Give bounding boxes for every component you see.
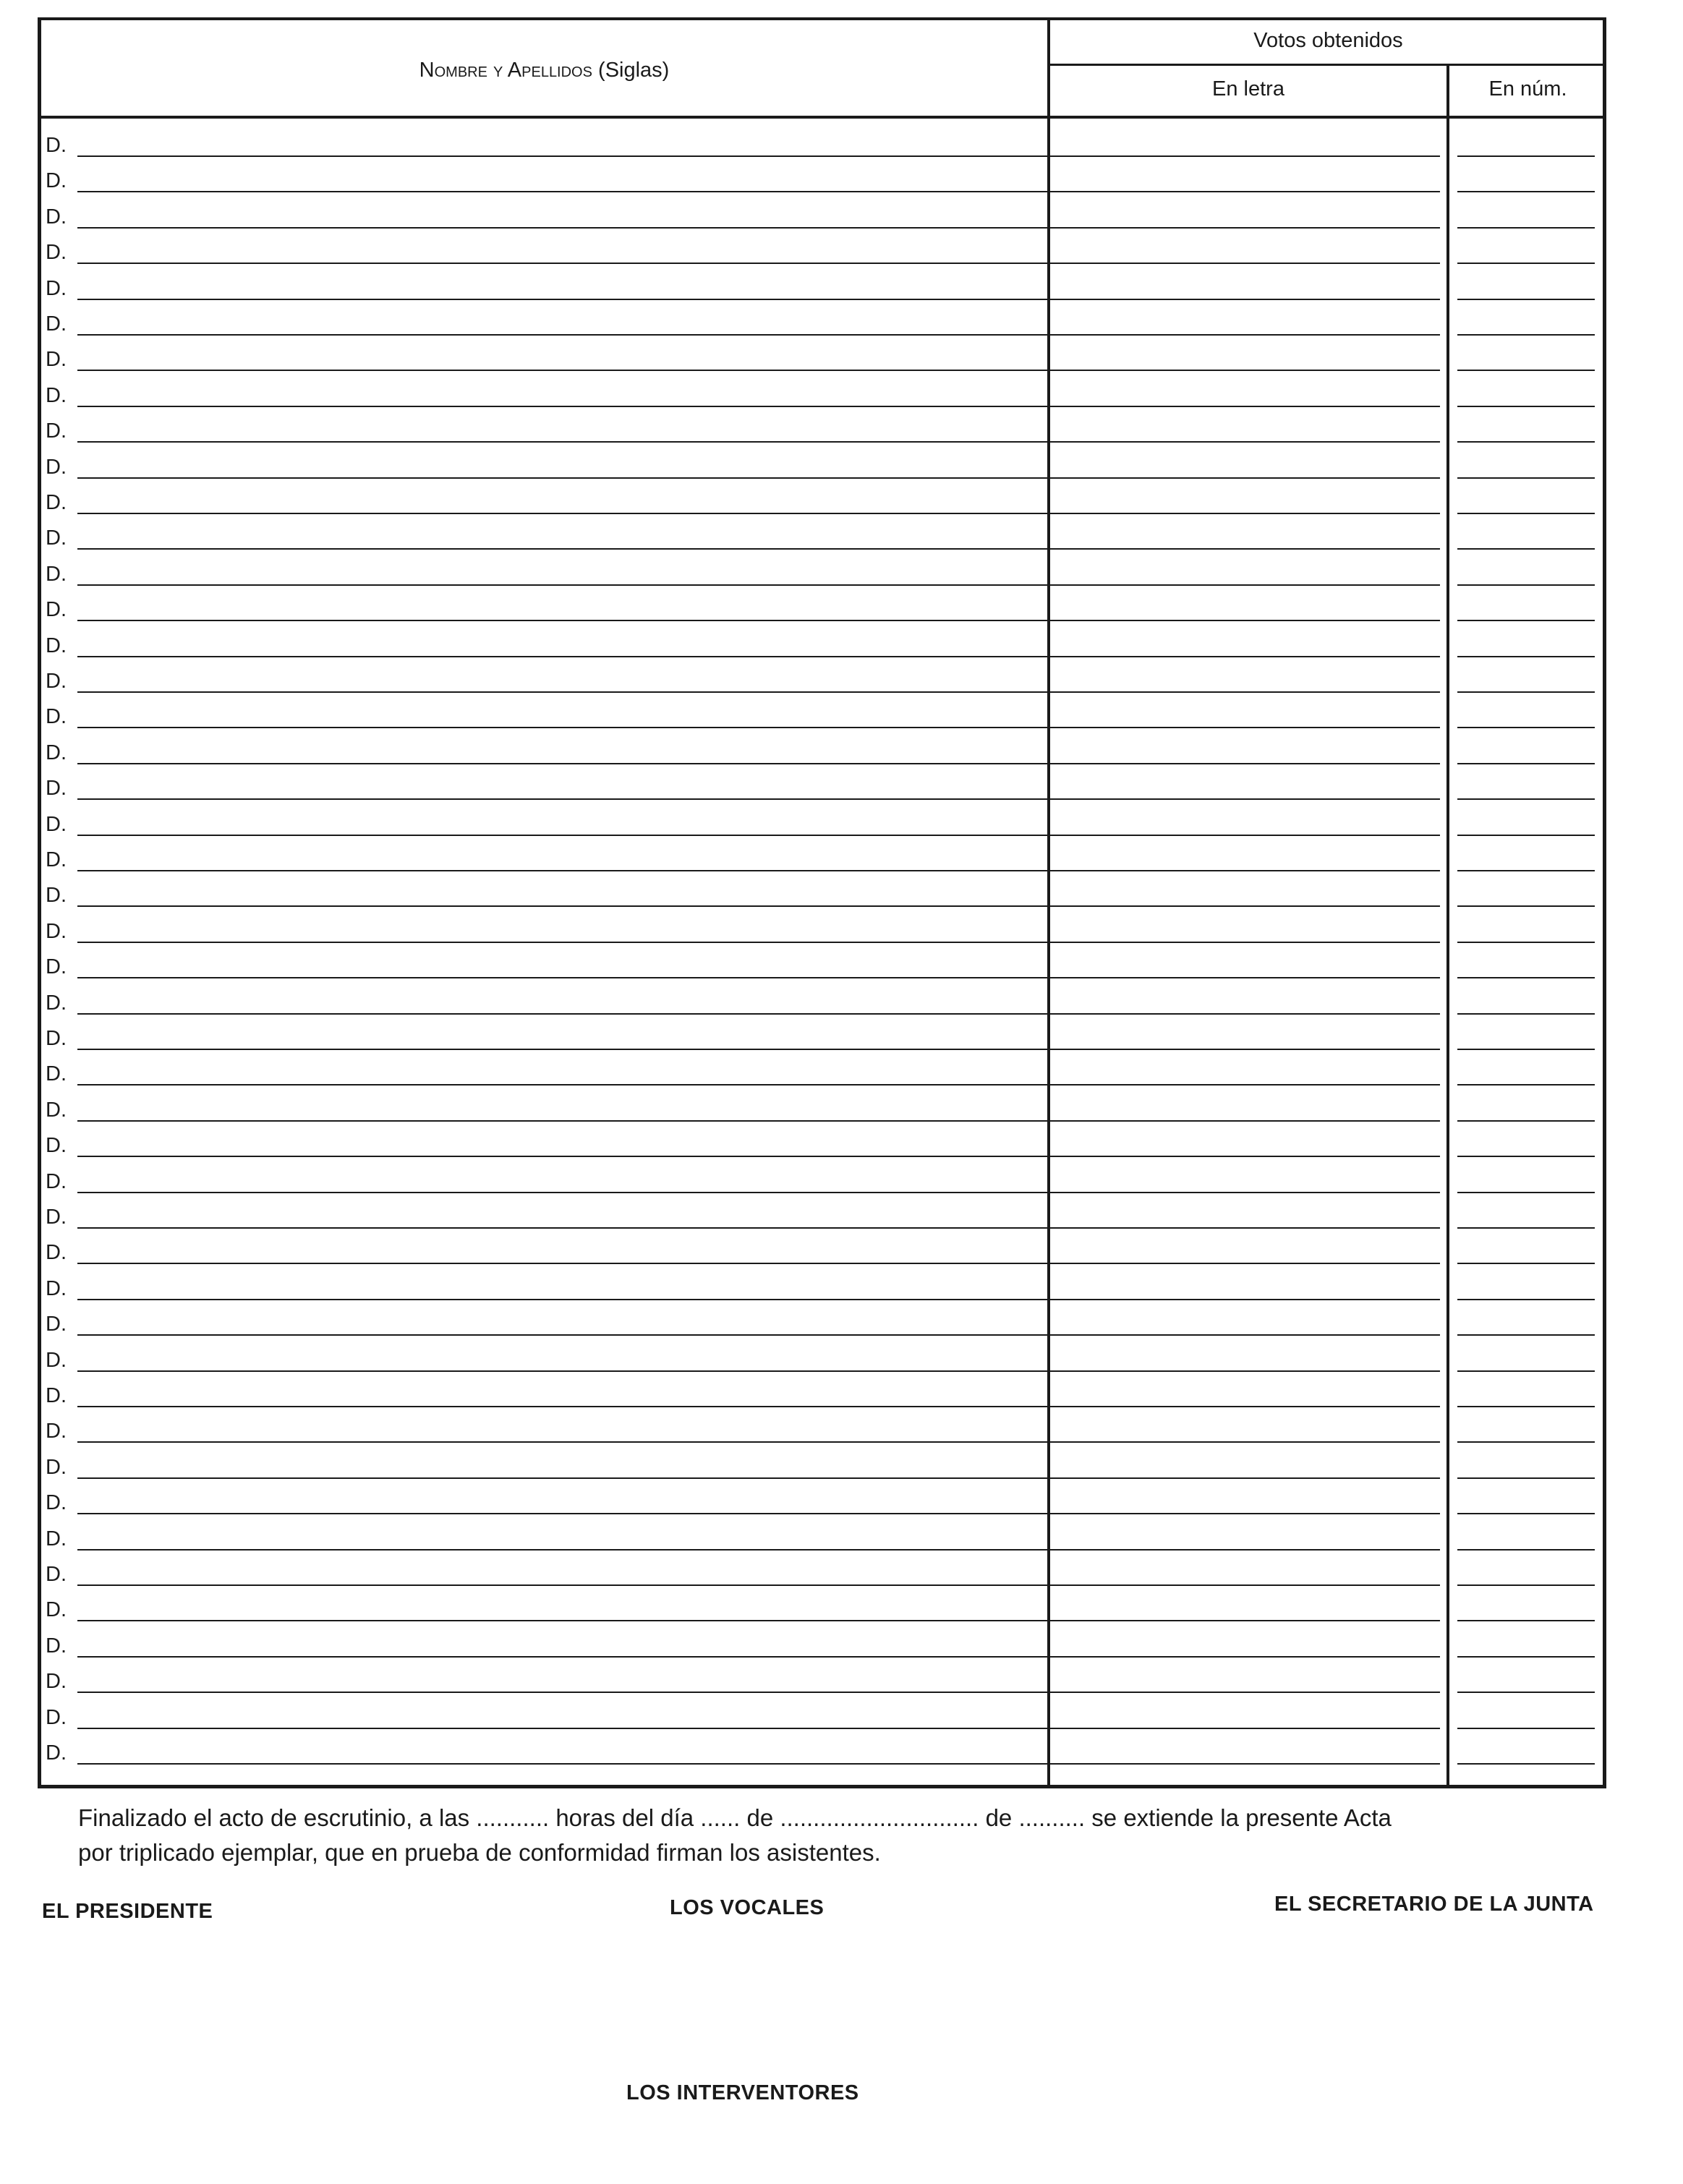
votes-in-letters-field	[1057, 1049, 1440, 1050]
row-prefix-label: D.	[46, 598, 67, 622]
votes-in-letters-field	[1057, 1692, 1440, 1693]
candidate-row	[41, 952, 1603, 987]
candidate-row	[41, 1202, 1603, 1237]
row-prefix-label: D.	[46, 919, 67, 943]
votes-in-letters-field	[1057, 1370, 1440, 1372]
votes-in-number-field	[1457, 835, 1595, 836]
votes-in-letters-field	[1057, 441, 1440, 443]
votes-in-letters-field	[1057, 1334, 1440, 1336]
votes-in-letters-field	[1057, 513, 1440, 514]
candidate-row	[41, 701, 1603, 737]
candidate-row	[41, 988, 1603, 1023]
votes-in-number-field	[1457, 977, 1595, 978]
candidate-row	[41, 559, 1603, 594]
row-prefix-label: D.	[46, 1027, 67, 1050]
auditors-signature-label: LOS INTERVENTORES	[626, 2081, 859, 2104]
candidate-row	[41, 1023, 1603, 1059]
votes-in-number-field	[1457, 334, 1595, 336]
row-prefix-label: D.	[46, 777, 67, 801]
votes-in-number-field	[1457, 513, 1595, 514]
candidate-name-field	[77, 1013, 1078, 1015]
votes-in-letters-field	[1057, 477, 1440, 479]
votes-in-letters-field	[1057, 977, 1440, 978]
votes-in-letters-field	[1057, 584, 1440, 586]
candidate-row	[41, 273, 1603, 309]
votes-in-number-field	[1457, 1406, 1595, 1407]
candidate-row	[41, 1595, 1603, 1630]
row-prefix-label: D.	[46, 455, 67, 479]
row-prefix-label: D.	[46, 1420, 67, 1443]
votes-in-number-field	[1457, 1728, 1595, 1729]
candidate-name-field	[77, 1299, 1078, 1300]
votes-in-letters-field	[1057, 1192, 1440, 1193]
candidate-name-field	[77, 905, 1078, 907]
votes-in-letters-field	[1057, 798, 1440, 800]
row-prefix-label: D.	[46, 134, 67, 157]
row-prefix-label: D.	[46, 1670, 67, 1694]
candidate-row	[41, 1345, 1603, 1381]
candidate-row	[41, 1274, 1603, 1309]
row-prefix-label: D.	[46, 1634, 67, 1658]
votes-in-number-field	[1457, 942, 1595, 943]
candidate-name-field	[77, 513, 1078, 514]
candidate-name-field	[77, 1049, 1078, 1050]
votes-in-number-field	[1457, 370, 1595, 371]
votes-in-number-field	[1457, 263, 1595, 264]
candidate-name-field	[77, 1192, 1078, 1193]
votes-in-number-field	[1457, 1227, 1595, 1229]
candidate-name-field	[77, 1692, 1078, 1693]
row-prefix-label: D.	[46, 812, 67, 836]
candidate-name-field	[77, 1120, 1078, 1122]
row-prefix-label: D.	[46, 1169, 67, 1193]
votes-in-number-field	[1457, 441, 1595, 443]
votes-in-number-field	[1457, 191, 1595, 192]
closing-statement	[78, 1801, 1611, 1870]
candidate-name-field	[77, 334, 1078, 336]
row-prefix-label: D.	[46, 526, 67, 550]
votes-in-letters-field	[1057, 191, 1440, 192]
votes-in-number-field	[1457, 1013, 1595, 1015]
candidate-name-field	[77, 1584, 1078, 1586]
candidate-name-field	[77, 299, 1078, 300]
row-prefix-label: D.	[46, 1563, 67, 1586]
votes-in-number-field	[1457, 1477, 1595, 1479]
votes-in-number-field	[1457, 1549, 1595, 1550]
votes-in-letters-field	[1057, 1656, 1440, 1658]
row-prefix-label: D.	[46, 670, 67, 693]
candidate-row	[41, 1130, 1603, 1166]
candidate-row	[41, 773, 1603, 809]
candidate-row	[41, 631, 1603, 666]
candidate-name-field	[77, 406, 1078, 407]
candidate-row	[41, 845, 1603, 880]
candidate-name-field	[77, 763, 1078, 764]
votes-in-number-field	[1457, 1584, 1595, 1586]
votes-in-number-field	[1457, 1441, 1595, 1443]
candidate-row	[41, 1666, 1603, 1702]
row-prefix-label: D.	[46, 1134, 67, 1158]
votes-in-letters-field	[1057, 727, 1440, 728]
candidate-row	[41, 523, 1603, 558]
name-column-suffix: (Siglas)	[598, 59, 670, 82]
candidate-name-field	[77, 1406, 1078, 1407]
row-prefix-label: D.	[46, 419, 67, 443]
row-prefix-label: D.	[46, 383, 67, 407]
candidate-name-field	[77, 727, 1078, 728]
votes-in-letters-field	[1057, 1441, 1440, 1443]
votes-in-letters-field	[1057, 406, 1440, 407]
row-prefix-label: D.	[46, 276, 67, 300]
members-signature-label: LOS VOCALES	[670, 1896, 825, 1919]
votes-in-letters-field	[1057, 763, 1440, 764]
votes-in-letters-field	[1057, 620, 1440, 621]
row-prefix-label: D.	[46, 1455, 67, 1479]
row-prefix-label: D.	[46, 169, 67, 193]
candidate-row	[41, 416, 1603, 451]
row-prefix-label: D.	[46, 491, 67, 514]
candidate-name-field	[77, 656, 1078, 657]
votes-in-number-field	[1457, 1084, 1595, 1085]
votes-column-header: Votos obtenidos	[1253, 29, 1403, 52]
candidate-row	[41, 594, 1603, 630]
candidate-row	[41, 1524, 1603, 1559]
votes-in-letters-field	[1057, 370, 1440, 371]
row-prefix-label: D.	[46, 991, 67, 1015]
row-prefix-label: D.	[46, 1491, 67, 1515]
name-column-label: Nombre y Apellidos	[419, 59, 592, 82]
candidate-name-field	[77, 155, 1078, 157]
candidate-row	[41, 738, 1603, 773]
votes-in-number-field	[1457, 299, 1595, 300]
votes-in-number-field	[1457, 798, 1595, 800]
candidate-name-field	[77, 1227, 1078, 1229]
votes-in-letters-field	[1057, 1263, 1440, 1264]
votes-in-number-field	[1457, 1049, 1595, 1050]
candidate-row	[41, 1702, 1603, 1738]
row-prefix-label: D.	[46, 1741, 67, 1765]
row-prefix-label: D.	[46, 1062, 67, 1086]
row-prefix-label: D.	[46, 1527, 67, 1550]
votes-in-letters-field	[1057, 1513, 1440, 1514]
candidate-name-field	[77, 1620, 1078, 1621]
votes-in-letters-field	[1057, 656, 1440, 657]
candidate-row	[41, 202, 1603, 237]
row-prefix-label: D.	[46, 348, 67, 372]
votes-in-number-field	[1457, 1120, 1595, 1122]
president-signature-label: EL PRESIDENTE	[42, 1900, 213, 1923]
row-prefix-label: D.	[46, 1276, 67, 1300]
row-prefix-label: D.	[46, 884, 67, 908]
votes-in-number-field	[1457, 691, 1595, 693]
votes-in-number-field	[1457, 1334, 1595, 1336]
votes-in-letters-field	[1057, 835, 1440, 836]
votes-in-number-field	[1457, 1513, 1595, 1514]
votes-in-number-field	[1457, 155, 1595, 157]
votes-in-number-field	[1457, 1192, 1595, 1193]
votes-in-number-field	[1457, 1656, 1595, 1658]
votes-in-number-field	[1457, 548, 1595, 550]
row-prefix-label: D.	[46, 1313, 67, 1336]
votes-in-letters-field	[1057, 942, 1440, 943]
row-prefix-label: D.	[46, 705, 67, 729]
votes-in-letters-field	[1057, 1156, 1440, 1157]
candidate-name-field	[77, 798, 1078, 800]
candidate-name-field	[77, 835, 1078, 836]
candidate-name-field	[77, 370, 1078, 371]
row-prefix-label: D.	[46, 848, 67, 871]
candidate-row	[41, 380, 1603, 416]
candidate-name-field	[77, 977, 1078, 978]
candidate-row	[41, 1631, 1603, 1666]
row-prefix-label: D.	[46, 1384, 67, 1407]
candidate-row	[41, 1488, 1603, 1523]
candidate-name-field	[77, 584, 1078, 586]
row-prefix-label: D.	[46, 1348, 67, 1372]
row-prefix-label: D.	[46, 1705, 67, 1729]
candidate-name-field	[77, 191, 1078, 192]
candidate-name-field	[77, 263, 1078, 264]
candidate-name-field	[77, 1334, 1078, 1336]
votes-in-letters-field	[1057, 691, 1440, 693]
votes-in-number-field	[1457, 227, 1595, 229]
candidate-row	[41, 1095, 1603, 1130]
votes-in-letters-field	[1057, 1728, 1440, 1729]
closing-statement-line-1: Finalizado el acto de escrutinio, a las ........... horas del día ...... de .............................. de .......... se extiende la presente Acta	[78, 1804, 1392, 1831]
votes-in-letters-header: En letra	[1212, 77, 1284, 101]
row-prefix-label: D.	[46, 741, 67, 764]
row-prefix-label: D.	[46, 205, 67, 229]
row-prefix-label: D.	[46, 1241, 67, 1265]
votes-in-number-field	[1457, 620, 1595, 621]
candidate-row	[41, 1309, 1603, 1344]
candidate-name-field	[77, 620, 1078, 621]
candidate-name-field	[77, 441, 1078, 443]
candidate-row	[41, 1237, 1603, 1273]
candidate-row	[41, 130, 1603, 166]
row-prefix-label: D.	[46, 1098, 67, 1122]
candidate-row	[41, 309, 1603, 344]
candidate-row	[41, 1381, 1603, 1416]
votes-in-letters-field	[1057, 548, 1440, 550]
candidate-name-field	[77, 1656, 1078, 1658]
candidate-row	[41, 809, 1603, 845]
candidate-row	[41, 916, 1603, 952]
votes-in-letters-field	[1057, 227, 1440, 229]
row-prefix-label: D.	[46, 241, 67, 265]
candidate-row	[41, 1059, 1603, 1094]
candidate-name-field	[77, 1441, 1078, 1443]
candidate-name-field	[77, 1084, 1078, 1085]
votes-in-number-field	[1457, 656, 1595, 657]
votes-in-number-field	[1457, 1692, 1595, 1693]
votes-in-letters-field	[1057, 1549, 1440, 1550]
votes-in-number-field	[1457, 477, 1595, 479]
row-prefix-label: D.	[46, 562, 67, 586]
votes-in-number-field	[1457, 763, 1595, 764]
candidate-name-field	[77, 870, 1078, 871]
candidate-name-field	[77, 477, 1078, 479]
votes-in-letters-field	[1057, 1620, 1440, 1621]
votes-in-number-header: En núm.	[1488, 77, 1567, 101]
votes-in-number-field	[1457, 1299, 1595, 1300]
candidate-name-field	[77, 1728, 1078, 1729]
votes-in-letters-field	[1057, 1227, 1440, 1229]
row-prefix-label: D.	[46, 1598, 67, 1622]
votes-in-number-field	[1457, 870, 1595, 871]
candidate-row	[41, 880, 1603, 916]
row-prefix-label: D.	[46, 634, 67, 657]
votes-in-letters-field	[1057, 1013, 1440, 1015]
candidate-row	[41, 1452, 1603, 1488]
votes-in-letters-field	[1057, 299, 1440, 300]
row-prefix-label: D.	[46, 312, 67, 336]
votes-in-number-field	[1457, 1620, 1595, 1621]
votes-in-letters-field	[1057, 1406, 1440, 1407]
votes-in-number-field	[1457, 1156, 1595, 1157]
candidate-name-field	[77, 1263, 1078, 1264]
votes-in-number-field	[1457, 1370, 1595, 1372]
candidate-name-field	[77, 942, 1078, 943]
closing-statement-line-2: por triplicado ejemplar, que en prueba de conformidad firman los asistentes.	[78, 1839, 881, 1866]
votes-in-number-field	[1457, 1263, 1595, 1264]
candidate-name-field	[77, 1513, 1078, 1514]
votes-in-letters-field	[1057, 263, 1440, 264]
votes-in-letters-field	[1057, 1084, 1440, 1085]
candidate-row	[41, 452, 1603, 487]
votes-in-number-field	[1457, 905, 1595, 907]
candidate-name-field	[77, 1370, 1078, 1372]
votes-in-letters-field	[1057, 905, 1440, 907]
candidate-name-field	[77, 1156, 1078, 1157]
candidate-row	[41, 666, 1603, 701]
votes-in-number-field	[1457, 727, 1595, 728]
candidate-row	[41, 166, 1603, 201]
row-prefix-label: D.	[46, 955, 67, 979]
votes-in-letters-field	[1057, 1584, 1440, 1586]
votes-in-letters-field	[1057, 1477, 1440, 1479]
votes-in-letters-field	[1057, 1120, 1440, 1122]
candidate-row	[41, 487, 1603, 523]
candidate-name-field	[77, 548, 1078, 550]
candidate-row	[41, 1416, 1603, 1451]
candidate-row	[41, 344, 1603, 380]
votes-in-number-field	[1457, 584, 1595, 586]
candidate-name-field	[77, 1549, 1078, 1550]
candidate-row	[41, 237, 1603, 273]
candidate-row	[41, 1559, 1603, 1595]
votes-in-number-field	[1457, 1763, 1595, 1765]
votes-in-letters-field	[1057, 155, 1440, 157]
candidate-name-field	[77, 1763, 1078, 1765]
candidate-row	[41, 1166, 1603, 1202]
votes-in-letters-field	[1057, 1299, 1440, 1300]
votes-in-letters-field	[1057, 334, 1440, 336]
row-prefix-label: D.	[46, 1206, 67, 1229]
votes-in-number-field	[1457, 406, 1595, 407]
candidate-name-field	[77, 1477, 1078, 1479]
votes-in-letters-field	[1057, 1763, 1440, 1765]
secretary-signature-label: EL SECRETARIO DE LA JUNTA	[1274, 1893, 1594, 1916]
candidate-row	[41, 1738, 1603, 1773]
candidate-name-field	[77, 227, 1078, 229]
votes-in-letters-field	[1057, 870, 1440, 871]
candidate-name-field	[77, 691, 1078, 693]
